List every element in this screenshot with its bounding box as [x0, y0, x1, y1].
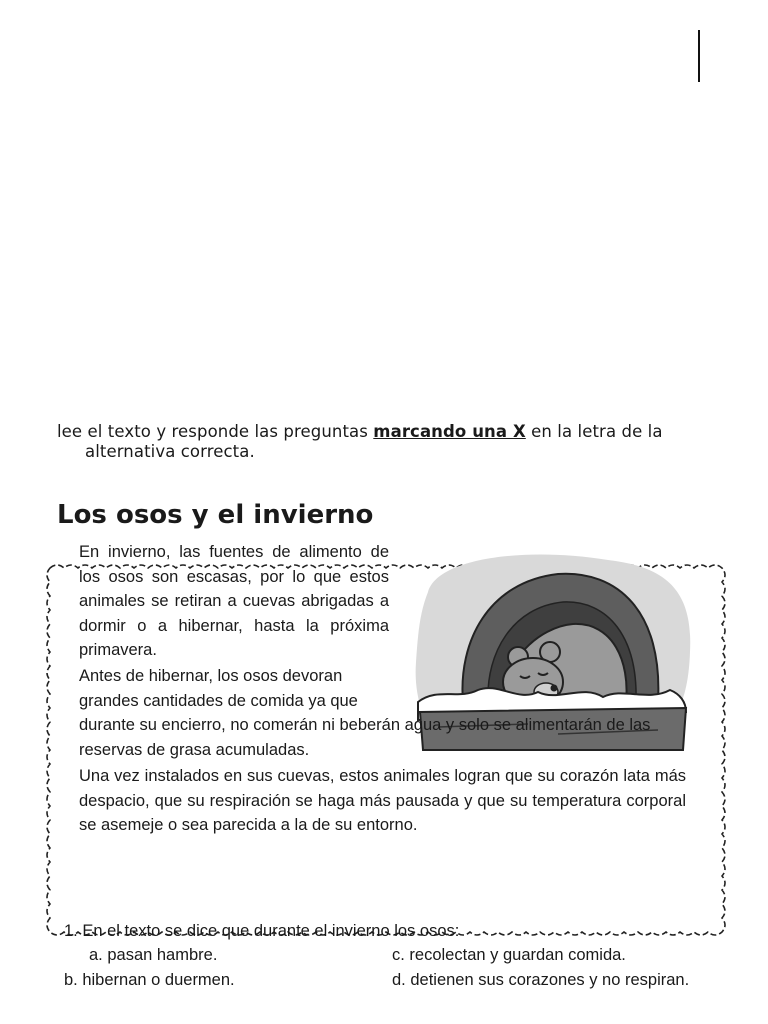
- page-title: Los osos y el invierno: [57, 500, 374, 530]
- story-paragraph-2-end: durante su encierro, no comerán ni beberán agua y solo se alimentarán de las reservas de grasa acumuladas.: [79, 716, 651, 759]
- question-1-option-c[interactable]: c. recolectan y guardan comida.: [392, 946, 626, 964]
- instruction-text: [57, 422, 697, 462]
- margin-line: [698, 30, 700, 82]
- question-1-stem: 1. En el texto se dice que durante el invierno los osos:: [64, 922, 460, 940]
- question-1-option-d[interactable]: d. detienen sus corazones y no respiran.: [392, 971, 690, 989]
- story-paragraph-3: Una vez instalados en sus cuevas, estos animales logran que su corazón lata más despacio, que su respiración se haga más pausada y que su temperatura corporal se asemeje o sea parecida a la de su entorno.: [79, 767, 686, 835]
- question-1-option-a[interactable]: a. pasan hambre.: [89, 946, 218, 964]
- story-paragraph-1: En invierno, las fuentes de alimento de los osos son escasas, por lo que estos animales se retiran a cuevas abrigadas a dormir o a hibernar, hasta la próxima primavera.: [79, 543, 389, 660]
- instruction-line1-pre: lee el texto y responde las preguntas: [57, 422, 374, 441]
- instruction-emphasis: marcando una X: [373, 422, 526, 441]
- instruction-line1-post: en la letra de la: [525, 422, 663, 441]
- story-paragraph-2-start: Antes de hibernar, los osos devoran grandes cantidades de comida ya que: [79, 667, 358, 710]
- question-1-option-b[interactable]: b. hibernan o duermen.: [64, 971, 235, 989]
- instruction-line2: alternativa correcta.: [85, 442, 255, 461]
